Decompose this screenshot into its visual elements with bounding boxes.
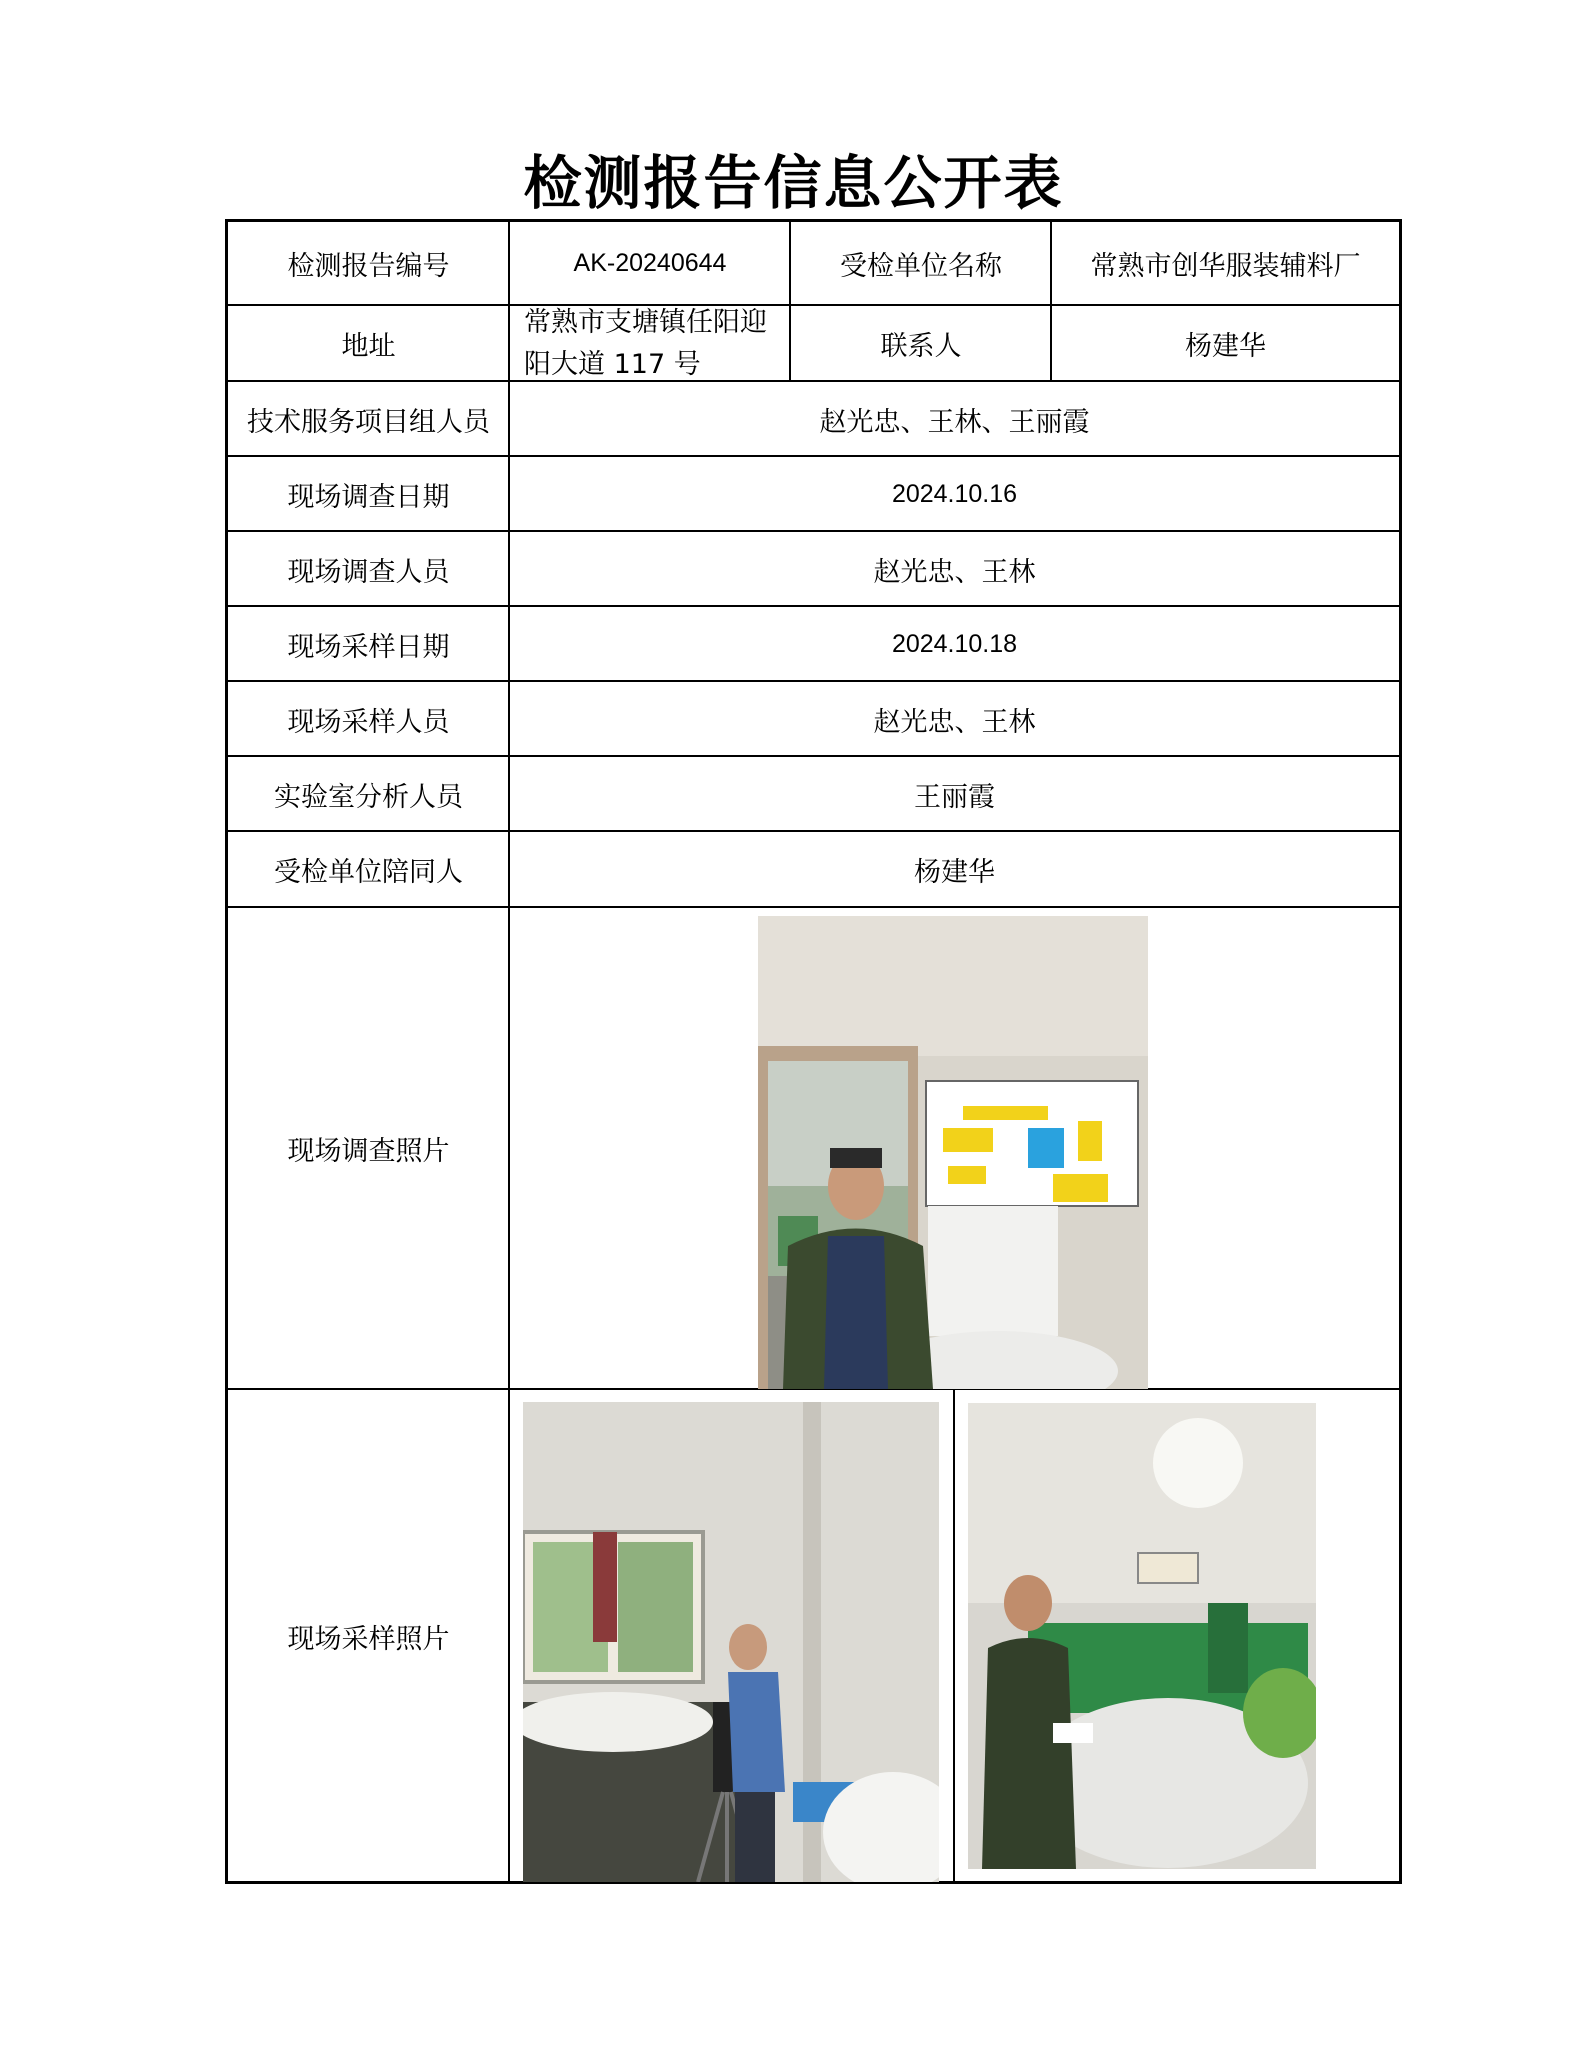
label-survey-photo: 现场调查照片 [287,1136,450,1167]
value-sampling-date: 2024.10.18 [891,629,1018,658]
label-team: 技术服务项目组人员 [247,406,490,438]
label-lab-staff: 实验室分析人员 [274,781,463,813]
page-title: 检测报告信息公开表 [523,149,1064,217]
label-address: 地址 [341,331,396,362]
label-survey-date: 现场调查日期 [287,481,450,513]
value-address [510,306,790,381]
value-team: 赵光忠、王林、王丽霞 [819,406,1090,438]
info-table [225,219,1402,1884]
label-report-no: 检测报告编号 [287,251,450,282]
address-line-1: 常熟市支塘镇任阳迎 [524,306,767,338]
value-unit-name: 常熟市创华服装辅料厂 [1090,251,1361,282]
label-unit-name: 受检单位名称 [840,251,1002,282]
label-sampling-staff: 现场采样人员 [287,706,450,738]
value-sampling-staff: 赵光忠、王林 [873,706,1036,738]
label-escort: 受检单位陪同人 [274,857,463,888]
survey-photo [758,916,1148,1389]
value-survey-date: 2024.10.16 [891,479,1018,508]
value-lab-staff: 王丽霞 [914,781,995,813]
value-contact: 杨建华 [1185,331,1266,362]
sampling-photo-2 [968,1403,1316,1869]
label-survey-staff: 现场调查人员 [287,556,450,588]
sampling-photo-1 [523,1402,939,1882]
label-contact: 联系人 [880,331,962,362]
address-line-2: 阳大道 117 号 [524,348,701,380]
value-survey-staff: 赵光忠、王林 [873,556,1036,588]
label-sampling-date: 现场采样日期 [287,631,450,663]
value-escort: 杨建华 [914,857,995,888]
value-report-no: AK-20240644 [573,249,727,277]
label-sampling-photo: 现场采样照片 [287,1623,450,1655]
